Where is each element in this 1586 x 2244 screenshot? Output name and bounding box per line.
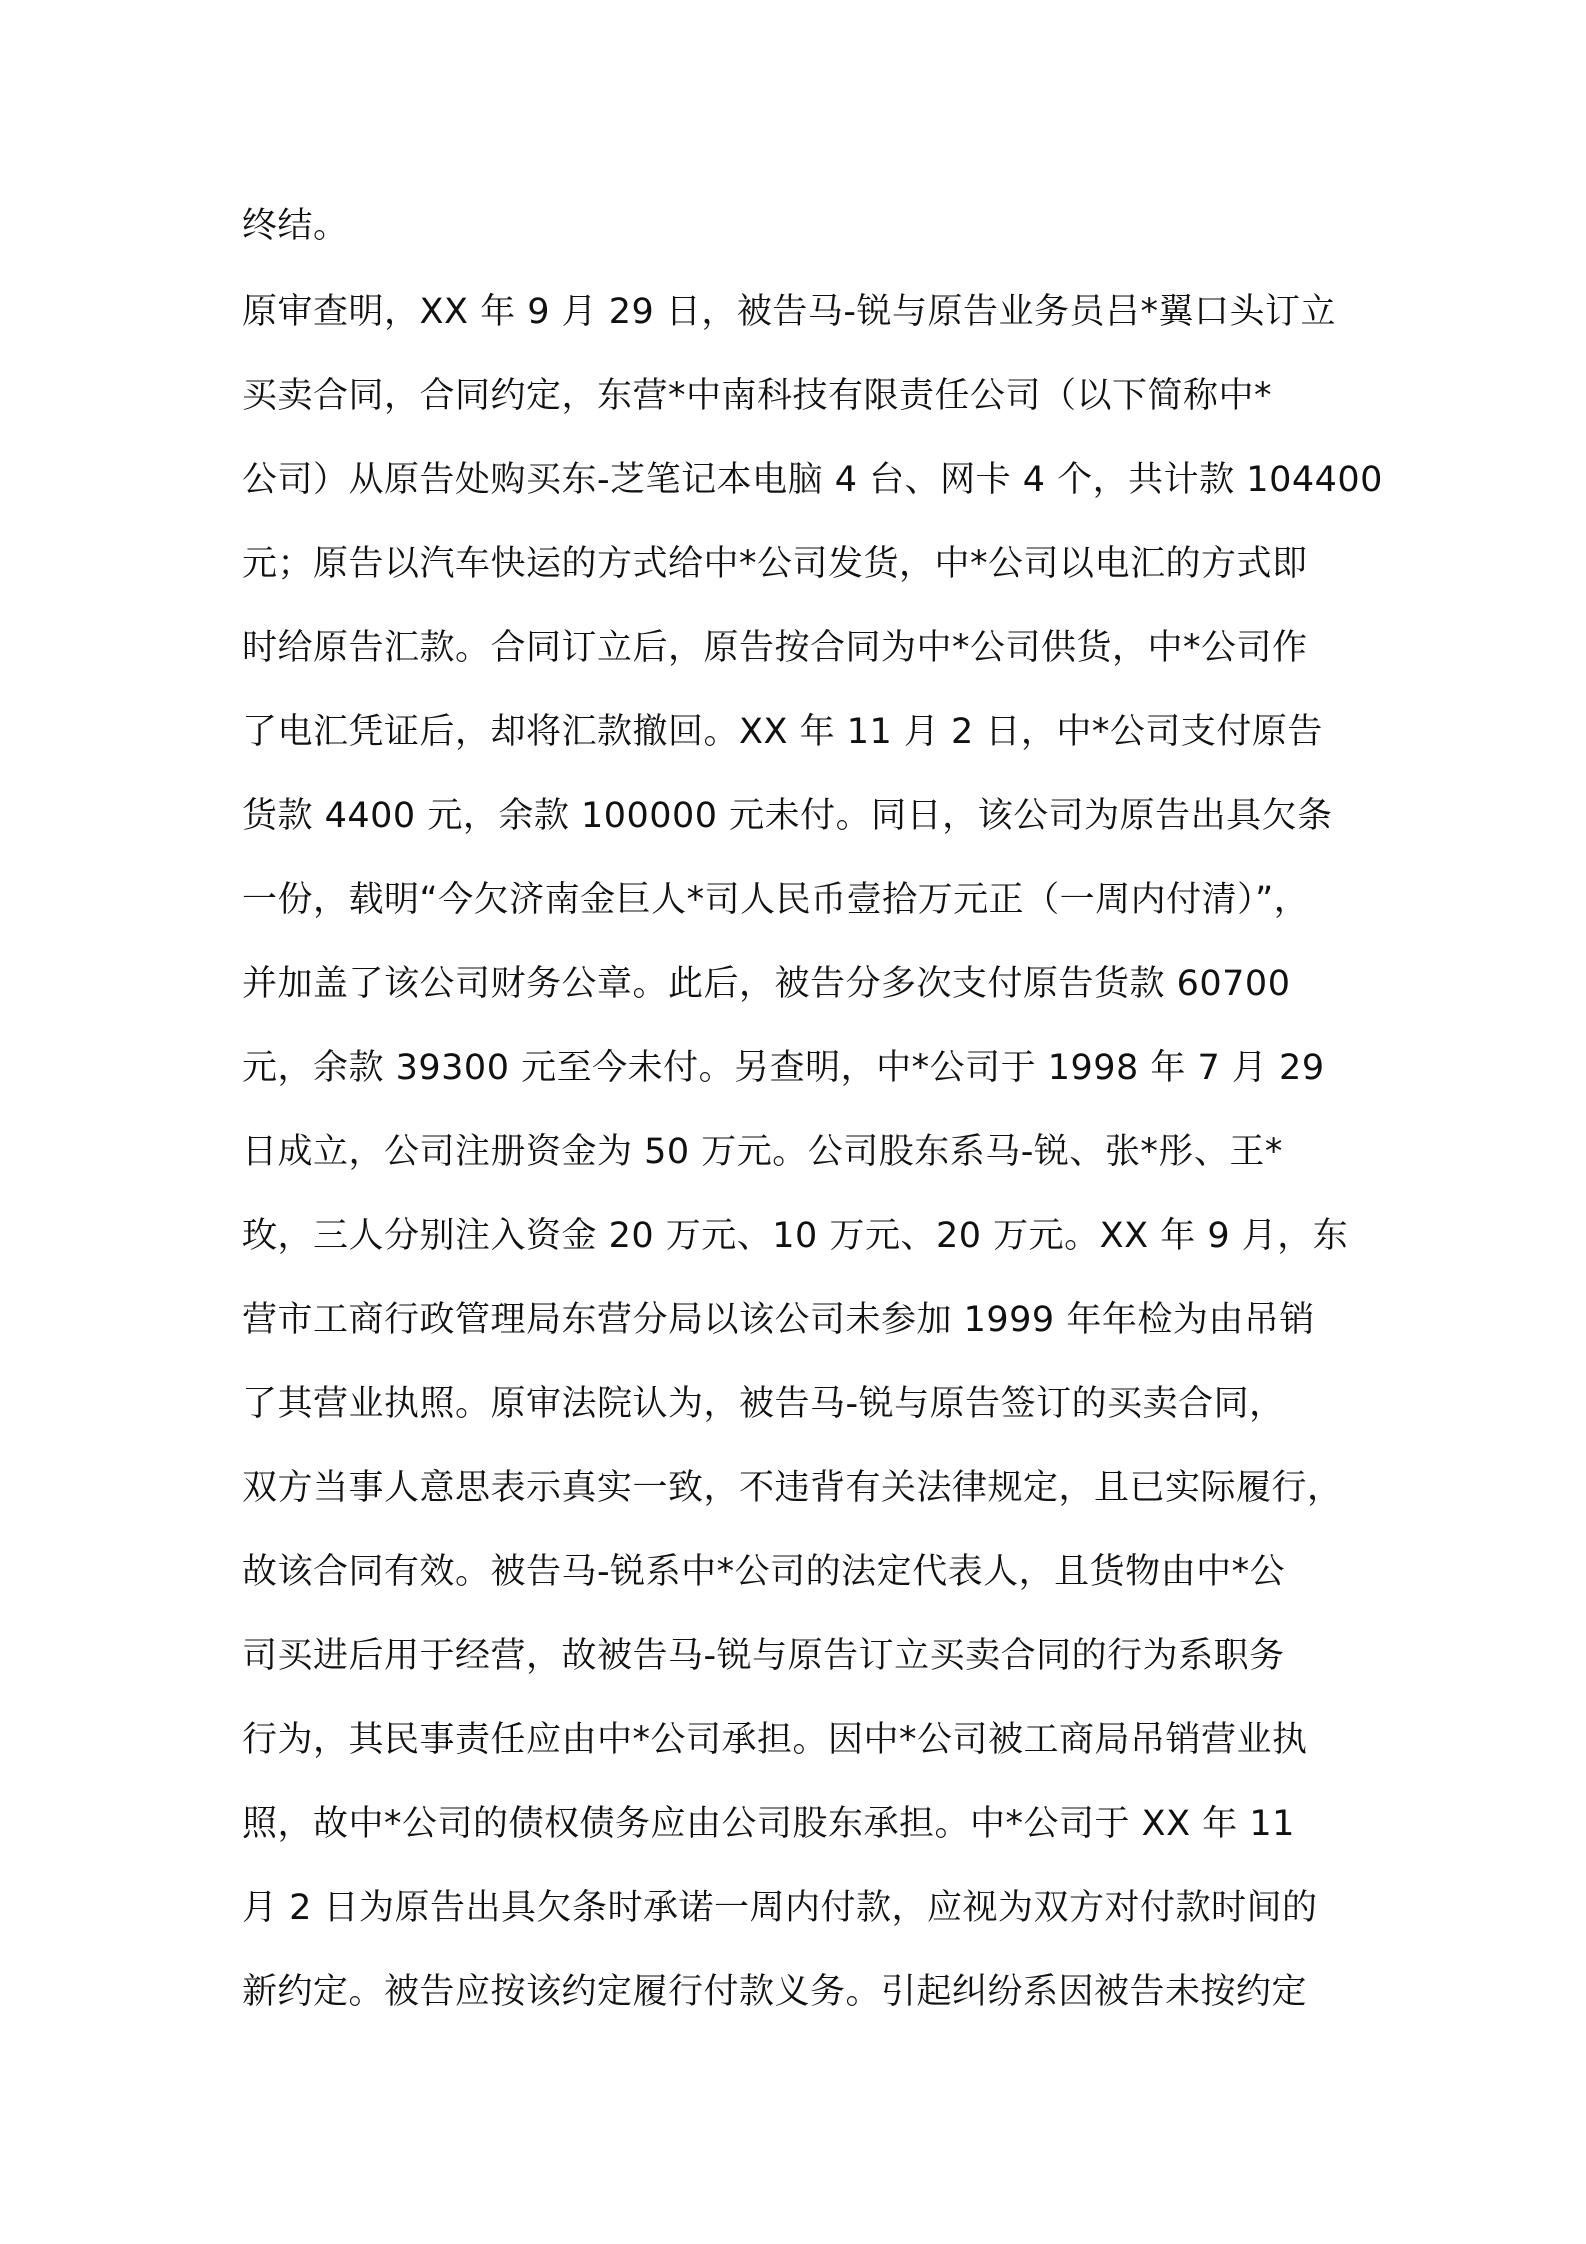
text-line: 元，余款 39300 元至今未付。另查明，中*公司于 1998 年 7 月 29 bbox=[242, 1048, 1325, 1088]
text-line: 货款 4400 元，余款 100000 元未付。同日，该公司为原告出具欠条 bbox=[242, 796, 1333, 836]
text-line: 元；原告以汽车快运的方式给中*公司发货，中*公司以电汇的方式即 bbox=[242, 544, 1308, 584]
text-line: 照，故中*公司的债权债务应由公司股东承担。中*公司于 XX 年 11 bbox=[242, 1804, 1295, 1844]
text-line: 双方当事人意思表示真实一致，不违背有关法律规定，且已实际履行， bbox=[242, 1468, 1343, 1508]
text-line: 营市工商行政管理局东营分局以该公司未参加 1999 年年检为由吊销 bbox=[242, 1300, 1315, 1340]
text-line: 时给原告汇款。合同订立后，原告按合同为中*公司供货，中*公司作 bbox=[242, 628, 1308, 668]
text-line: 新约定。被告应按该约定履行付款义务。引起纠纷系因被告未按约定 bbox=[242, 1972, 1308, 2012]
text-line: 故该合同有效。被告马-锐系中*公司的法定代表人，且货物由中*公 bbox=[242, 1552, 1286, 1592]
text-line: 行为，其民事责任应由中*公司承担。因中*公司被工商局吊销营业执 bbox=[242, 1720, 1308, 1760]
text-line: 玫，三人分别注入资金 20 万元、10 万元、20 万元。XX 年 9 月，东 bbox=[242, 1216, 1349, 1256]
text-line: 终结。 bbox=[242, 206, 349, 246]
text-line: 并加盖了该公司财务公章。此后，被告分多次支付原告货款 60700 bbox=[242, 964, 1291, 1004]
text-line: 司买进后用于经营，故被告马-锐与原告订立买卖合同的行为系职务 bbox=[242, 1636, 1285, 1676]
text-line: 买卖合同，合同约定，东营*中南科技有限责任公司（以下简称中* bbox=[242, 376, 1273, 416]
text-line: 一份，载明“今欠济南金巨人*司人民币壹拾万元正（一周内付清）”， bbox=[242, 880, 1310, 920]
text-line: 原审查明，XX 年 9 月 29 日，被告马-锐与原告业务员吕*翼口头订立 bbox=[242, 292, 1337, 332]
text-line: 月 2 日为原告出具欠条时承诺一周内付款，应视为双方对付款时间的 bbox=[242, 1888, 1318, 1928]
text-line: 了其营业执照。原审法院认为，被告马-锐与原告签订的买卖合同， bbox=[242, 1384, 1285, 1424]
text-line: 日成立，公司注册资金为 50 万元。公司股东系马-锐、张*彤、王* bbox=[242, 1132, 1283, 1172]
text-line: 了电汇凭证后，却将汇款撤回。XX 年 11 月 2 日，中*公司支付原告 bbox=[242, 712, 1323, 752]
text-line: 公司）从原告处购买东-芝笔记本电脑 4 台、网卡 4 个，共计款 104400 bbox=[242, 460, 1383, 500]
